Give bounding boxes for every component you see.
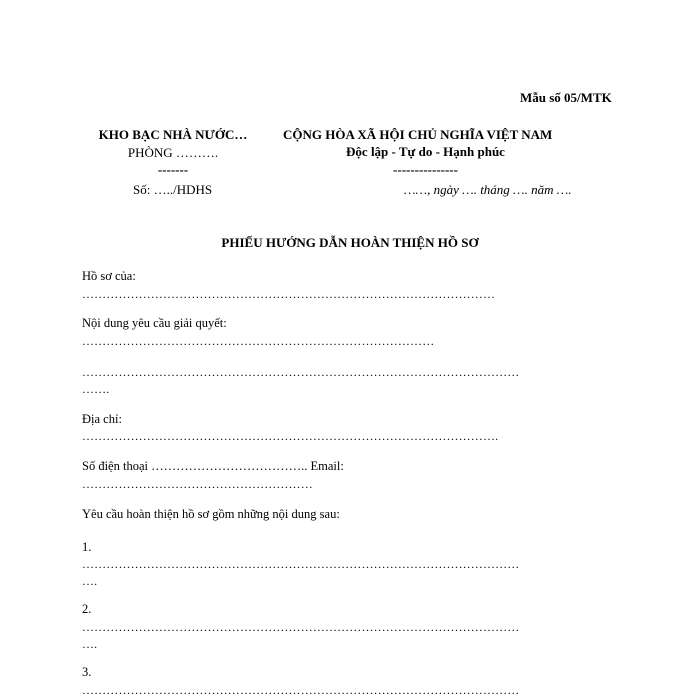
form-title: PHIẾU HƯỚNG DẪN HOÀN THIỆN HỒ SƠ <box>221 235 479 250</box>
applicant-label: Hồ sơ của: <box>82 269 136 283</box>
email-dots: ………………………………………………… <box>82 477 313 491</box>
nation-name: CỘNG HÒA XÃ HỘI CHỦ NGHĨA VIỆT NAM <box>283 127 553 142</box>
phone-email-line: Số điện thoại ……………………………….. Email: <box>82 459 344 473</box>
org-name: KHO BẠC NHÀ NƯỚC… <box>98 127 248 142</box>
request-label: Nội dung yêu cầu giải quyết: <box>82 316 227 330</box>
document-number: Số: …../HDHS <box>133 182 213 197</box>
right-divider: --------------- <box>393 162 458 177</box>
address-label: Địa chỉ: <box>82 412 122 426</box>
item-dots-tail: …. <box>82 637 98 651</box>
item-dots: ……………………………………………………………………………………………… <box>82 620 520 634</box>
request-dots-3: ……. <box>82 382 110 396</box>
left-divider: ------- <box>157 162 189 177</box>
item-dots: ……………………………………………………………………………………………… <box>82 683 520 697</box>
department: PHÒNG ………. <box>127 145 219 160</box>
item-number: 3. <box>82 665 92 679</box>
applicant-dots: ………………………………………………………………………………………… <box>82 287 496 301</box>
request-dots-1: …………………………………………………………………………… <box>82 334 435 348</box>
request-dots-2: ……………………………………………………………………………………………… <box>82 365 520 379</box>
item-dots-tail: …. <box>82 574 98 588</box>
motto: Độc lập - Tự do - Hạnh phúc <box>346 144 505 159</box>
date-line: ……, ngày …. tháng …. năm …. <box>404 182 572 197</box>
item-number: 2. <box>82 602 92 616</box>
address-dots: …………………………………………………………………………………………. <box>82 429 499 443</box>
item-dots: ……………………………………………………………………………………………… <box>82 557 520 571</box>
form-code: Mẫu số 05/MTK <box>520 90 612 105</box>
item-number: 1. <box>82 540 92 554</box>
instructions-label: Yêu cầu hoàn thiện hồ sơ gồm những nội dung sau: <box>82 507 340 521</box>
